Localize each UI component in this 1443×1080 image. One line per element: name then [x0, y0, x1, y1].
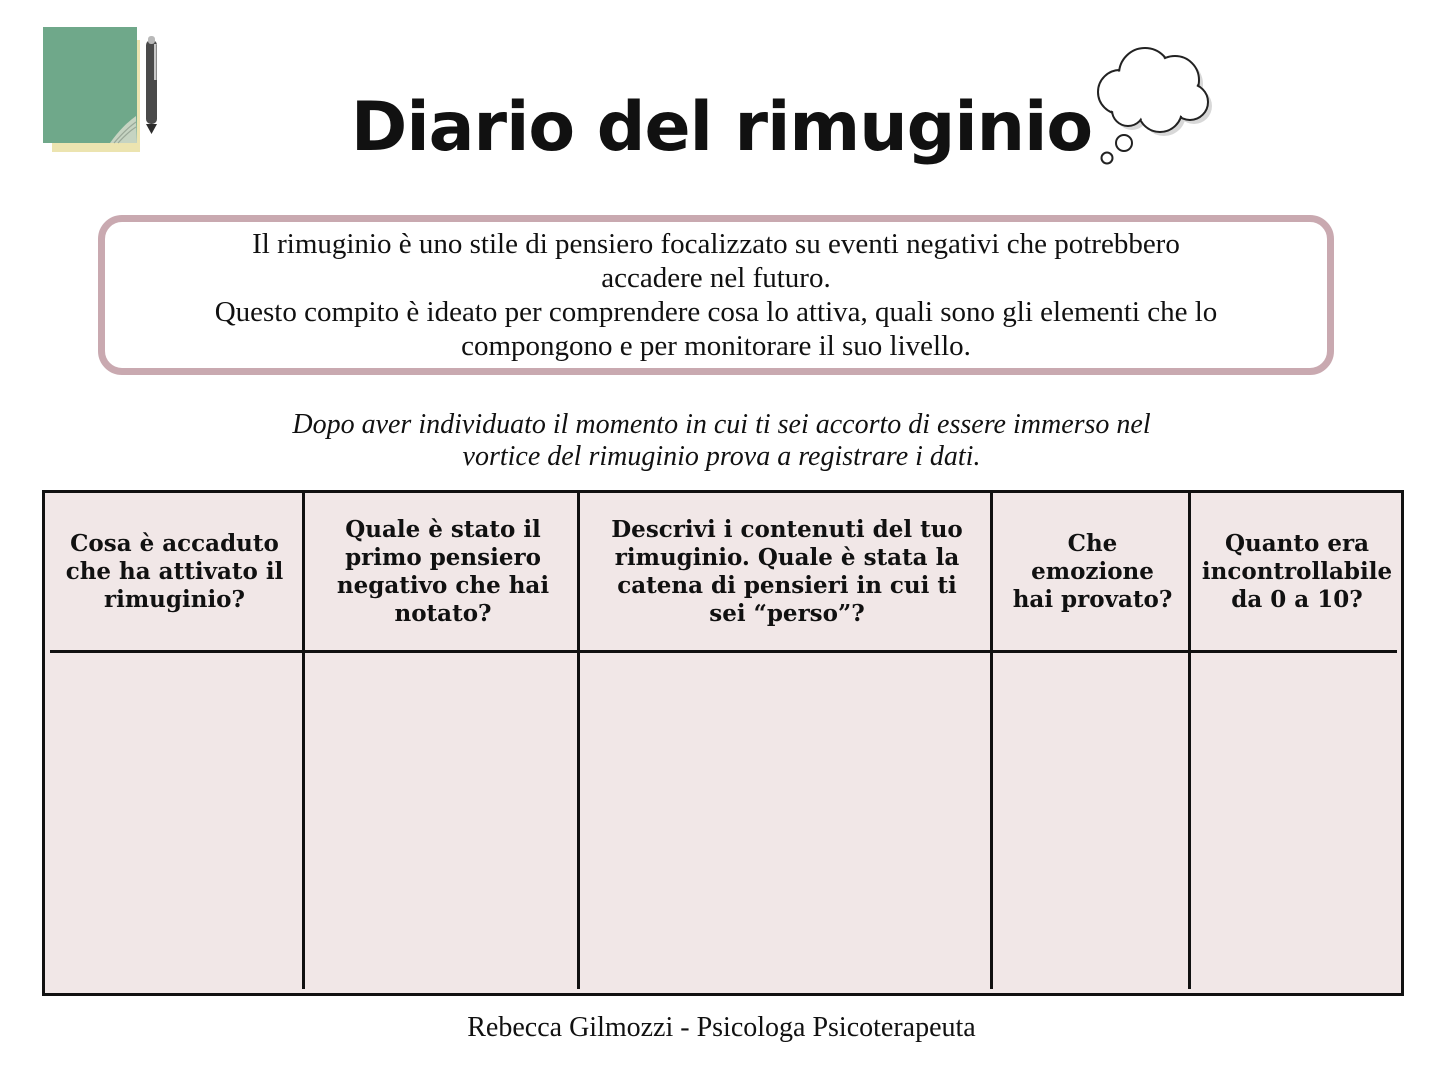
- instruction-text: [0, 409, 1443, 473]
- entry-cell-emotion[interactable]: [993, 653, 1188, 990]
- column-header-thought-chain: Descrivi i contenuti del tuo rimuginio. Quale è stata la catena di pensieri in cui ti sei “perso”?: [611, 515, 963, 627]
- intro-line: accadere nel futuro.: [601, 262, 831, 294]
- column-header-trigger: Cosa è accaduto che ha attivato il rimuginio?: [65, 529, 284, 613]
- intro-line: Questo compito è ideato per comprendere cosa lo attiva, quali sono gli elementi che lo: [214, 296, 1218, 328]
- author-credit: Rebecca Gilmozzi - Psicologa Psicoterapeuta: [467, 1012, 976, 1043]
- intro-line: compongono e per monitorare il suo livello.: [461, 330, 971, 362]
- column-header-emotion: Che emozione hai provato?: [1012, 529, 1173, 613]
- page-title: Diario del rimuginio: [350, 88, 1093, 167]
- worksheet-table: [42, 490, 1404, 996]
- entry-cell-first-thought[interactable]: [305, 653, 577, 990]
- column-header-first-thought: Quale è stato il primo pensiero negativo che hai notato?: [336, 515, 550, 627]
- entry-cell-thought-chain[interactable]: [580, 653, 990, 990]
- thought-cloud-icon: [1090, 44, 1220, 174]
- instruction-line: Dopo aver individuato il momento in cui ti sei accorto di essere immerso nel: [292, 409, 1151, 440]
- entry-cell-uncontrollability[interactable]: [1191, 653, 1401, 990]
- column-header-uncontrollability: Quanto era incontrollabile da 0 a 10?: [1201, 529, 1393, 613]
- intro-line: Il rimuginio è uno stile di pensiero focalizzato su eventi negativi che potrebbero: [252, 228, 1180, 260]
- instruction-line: vortice del rimuginio prova a registrare i dati.: [462, 441, 981, 472]
- entry-cell-trigger[interactable]: [45, 653, 302, 990]
- intro-box: [98, 215, 1334, 375]
